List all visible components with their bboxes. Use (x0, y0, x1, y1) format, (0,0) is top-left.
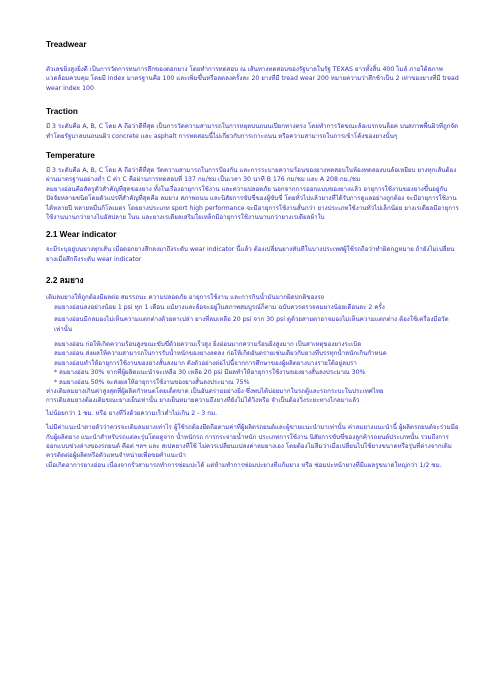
list-item: ห่างเติมลมยางเกินค่าสูงสุดที่ผู้ผลิตกำหนดโดยเด็ดขาด เป็นอันตรายอย่างยิ่ง ซึ่งพบได้บ่อยมากในรถตู้และรถกระบะในประเทศไทย (46, 387, 384, 395)
heading-temperature: Temperature (46, 151, 95, 161)
list-item: ไม่น้อยกว่า 1 ซม. หรือ ยางที่วิ่งด้วยความเร็วต่ำไม่เกิน 2 - 3 กม. (46, 409, 218, 417)
heading-treadwear: Treadwear (46, 40, 87, 49)
list-item: ไม่มีค่าแนะนำตายตัวว่าควรจะเติมลมยางเท่าไร ผู้ใช้รถต้องยึดถือตามค่าที่ผู้ผลิตรถยนต์และผู้ขายแนะนำมาเท่านั้น ค่าลมยางแนะนำนี้ ผู้ผลิตรถยนต์จะร่วมมือกับผู้ผลิตยาง แนะนำสำหรับรถแต่ละรุ่นโดยดูจาก น้ำหนักรถ การกระจายน้ำหนัก ประเภทการใช้งาน นิสัยการขับขี่ของลูกค้ารถยนต์ประเภทนั้น รวมถึงการออกแบบช่วงล่างของรถยนต์ คือต่ ฯลฯ และ สเปคยางที่ใช้ ไม่ควรเปลี่ยนแปลงค่าลมยางเอง โดยต้องไม่ลืมว่าเมื่อเปลี่ยนไปใช้ยางขนาดหรือรุ่นที่ต่างจากเดิม ควรติดต่อผู้ผลิตหรือตัวแทนจำหน่ายเพื่อขอคำแนะนำ (46, 424, 459, 460)
paragraph-wear-indicator: จะมีระบุอยู่บนยางทุกเส้น เมื่อดอกยางสึกลงมาถึงระดับ wear indicator นี้แล้ว ต้องเปลี่ยนยางทันทีในบางประเทศผู้ใช้รถถือว่าทำผิดกฎหมาย ถ้ายังไม่เปลี่ยนยางเมื่อสึกถึงระดับ wear indicator (46, 246, 455, 263)
list-item: ลมยางอ่อน ก่อให้เกิดความร้อนสูงขณะขับขี่ด้วยความเร็วสูง ยิ่งอ่อนมากความร้อนยิ่งสูงมาก เป็นสาเหตุของยางระเบิด (54, 340, 362, 348)
list-item: * ลมยางอ่อน 50% จะส่งผลให้อายุการใช้งานของยางสั้นลงประมาณ 75% (54, 378, 250, 386)
paragraph-tire-care: ลมยางอ่อนคือสัตรูตัวสำคัญที่สุดของยาง ทั้งในเรื่องอายุการใช้งาน และความปลอดภัย นอกจากการออกแบบของยางแล้ว อายุการใช้งานของยางขึ้นอยู่กับ ปัจจัยหลายชนิดโดยตัวแปรที่สำคัญที่สุดคือ ลมยาง สภาพถนน และนิสัยการขับขี่ของผู้ขับขี่ โดยทั่วไปแล้วยางที่ได้รับการดูแลอย่างถูกต้อง จะมีอายุการใช้งานได้หลายปี หลายหมื่นกิโลเมตร โดยยางประเภท sport high performance จะมีอายุการใช้งานสั้นกว่า ยางประเภทใช้งานทั่วไปเล็กน้อย ยางเรเดียลมีอายุการใช้งานนานกว่ายางไบอัสปลาย ในน และยางเรเดียลเสริมใยเหล็กมีอายุการใช้งานนานกว่ายางเรเดียลผ้าใบ (46, 185, 459, 222)
heading-wear-indicator: 2.1 Wear indicator (46, 230, 117, 240)
paragraph-traction: มี 3 ระดับคือ A, B, C โดย A ถือว่าดีที่สุด เป็นการวัดความสามารถในการหยุดบนถนนเปียกทางตรง โดยทำการวัดขณะล้อเบรกจนล็อค บนสภาพพื้นผิวที่ถูกจัดทำโดยรัฐบาลบนถนนผิว concrete และ asphalt การทดสอบนี้ไม่เกี่ยวกับการเกาะถนน หรือความสามารถในการเข้าโค้งของยางนั้นๆ (46, 123, 459, 140)
list-item: ลมยางอ่อนมีกลมองไม่เห็นความแตกต่างด้วยตาเปล่า ยางที่ลมเหลือ 20 psi จาก 30 psi ดูด้วยสายตาอาจมองไม่เห็นความแตกต่าง ต้องใช้เครื่องมือวัดเท่านั้น (54, 316, 449, 333)
list-item: ลมยางอ่อน ส่งผลให้ความสามารถในการรับน้ำหนักของยางลดลง ก่อให้เกิดอันตรายเช่นเดียวกับยางที่บรรทุกน้ำหนักเกินกำหนด (54, 350, 387, 358)
heading-traction: Traction (46, 107, 78, 117)
heading-tire-pressure: 2.2 ลมยาง (46, 276, 84, 286)
list-item: การเติมลมยางต้องเติมขณะยางเย็นเท่านั้น ยางเย็นหมายความถึงยางที่ยังไม่ได้วิ่งหรือ จำเป็นต้องวิ่งระยะทางไกลมาแล้ว (46, 397, 360, 405)
list-item: * ลมยางอ่อน 30% จากที่ผู้ผลิตแนะนำจะเหลือ 30 เหลือ 20 psi มีผลทำให้อายุการใช้งานของยางสั้นลงประมาณ 30% (54, 369, 366, 377)
paragraph-treadwear: ตัวเลขยิ่งสูงยิ่งดี เป็นการวัดการทนการสึกของดอกยาง โดยทำการทดสอบ ณ เส้นทางทดสอบของรัฐบาลในรัฐ TEXAS ยาวทั้งสิ้น 400 ไมล์ ภายใต้สภาพแวดล้อมควบคุม โดยมี index มาตรฐานคือ 100 และเพิ่มขึ้นหรือลดลงครั้งละ 20 ยางที่มี tread wear 200 หมายความว่าสึกช้าเป็น 2 เท่าของยางที่มี tread wear index 100 (46, 66, 459, 92)
list-item: ลมยางอ่อนลงอย่างน้อย 1 psi ทุก 1 เดือน แม้ยางและล้อจะอยู่ในสภาพสมบูรณ์ก็ตาม ฉบับควรตรวจลมยางน้อยเดือนละ 2 ครั้ง (54, 303, 385, 311)
paragraph-temperature: มี 3 ระดับคือ A, B, C โดย A ถือว่าดีที่สุด วัดความสามารถในการป้องกัน และการระบายความร้อนของยางทดสอบในห้องทดลองบนล้อเหยียบ ยางทุกเส้นต้องผ่านมาตรฐานอย่างต่ำ C ค่า C คือผ่านการทดสอบที่ 137 กม/ชม เป็นเวลา 30 นาที B 176 กม/ชม และ A 208 กม./ชม (46, 167, 457, 184)
paragraph-tire-pressure-intro: เติมลมยางให้ถูกต้องมีผลต่อ สมรรถนะ ความปลอดภัย อายุการใช้งาน และการกินน้ำมันมากผิดปกติของรถ (46, 294, 325, 302)
list-item: เมื่อเกิดอาการยางอ่อน เนื่องจากรั่วสามารถทำการซ่อมปะได้ แต่ห้ามทำการซ่อมปะยางที่แก้มยาง หรือ ซ่อมปะหน้ายางที่มีแผลรูขนาดใหญ่กว่า 1/2 ซม. (46, 461, 442, 469)
list-item: ลมยางอ่อนทำให้อายุการใช้งานของยางสั้นลงมาก ดังตัวอย่างต่อไปนี้จากการศึกษาของผู้ผลิตยางบางรายใต้อยู่ลมรา (54, 359, 357, 367)
